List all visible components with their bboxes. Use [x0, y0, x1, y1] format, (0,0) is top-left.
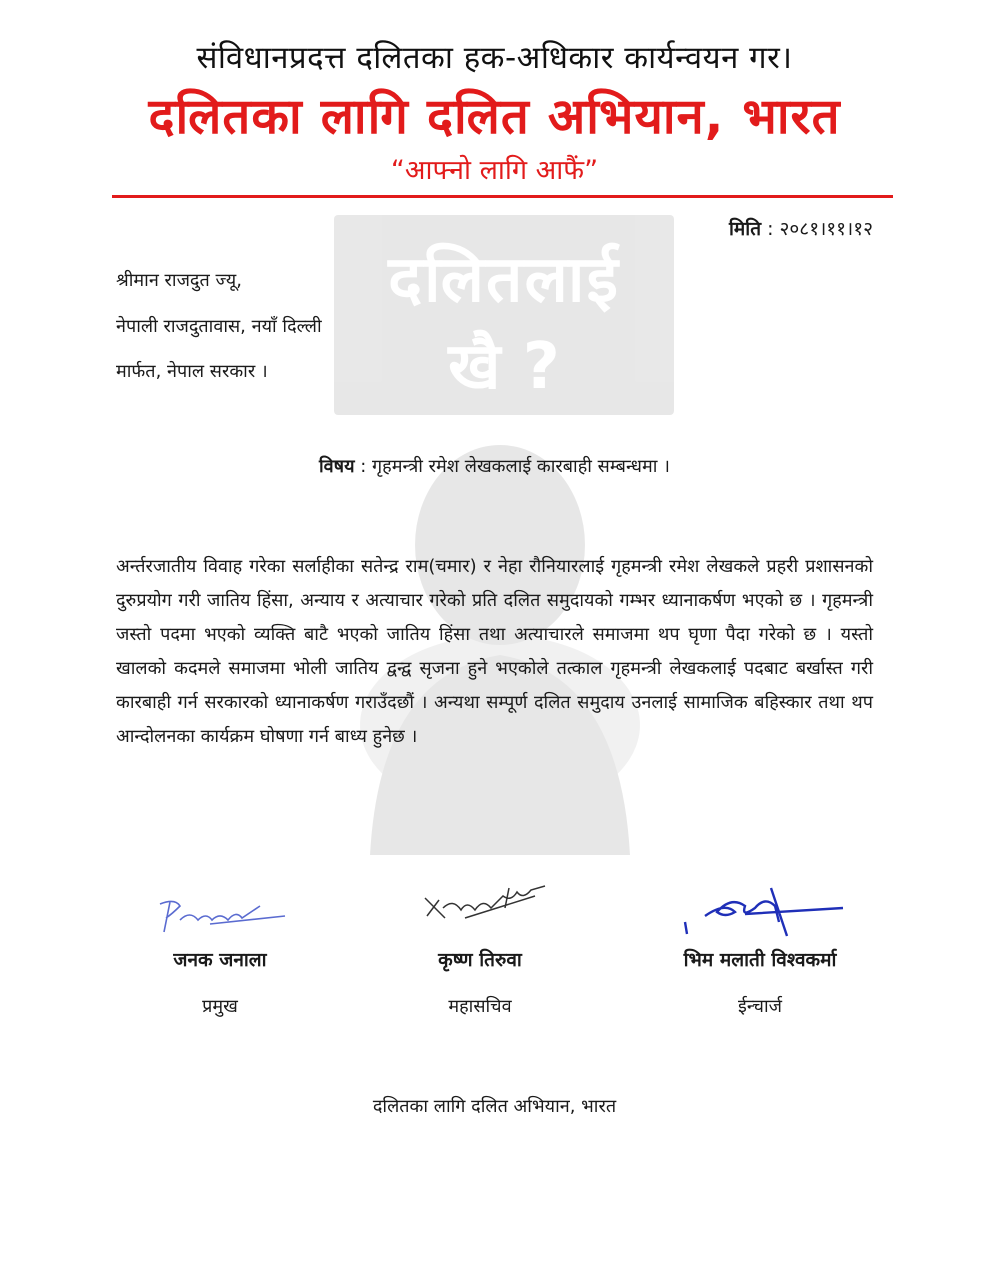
subject-label: विषय [319, 456, 355, 477]
date-label: मिति [729, 218, 762, 240]
signatory-1 [90, 892, 350, 1018]
signatory-1-title: प्रमुख [202, 996, 238, 1017]
recipient-line2: नेपाली राजदुतावास, नयाँ दिल्ली [116, 316, 322, 337]
header-divider [112, 195, 893, 198]
signatory-3-title: ईन्चार्ज [737, 996, 782, 1017]
recipient-line3: मार्फत, नेपाल सरकार । [116, 361, 268, 382]
org-title: दलितका लागि दलित अभियान, भारत [148, 88, 841, 145]
org-tagline: “आफ्नो लागि आफैं” [390, 155, 599, 186]
header-slogan: संविधानप्रदत्त दलितका हक-अधिकार कार्यन्वयन गर। [196, 40, 793, 76]
recipient-line1: श्रीमान राजदुत ज्यू, [116, 270, 242, 291]
date-value: : २०८१।११।१२ [767, 218, 873, 240]
watermark-line1: दलितलाई [388, 243, 620, 317]
subject-text: : गृहमन्त्री रमेश लेखकलाई कारबाही सम्बन्धमा । [360, 456, 670, 477]
signatory-1-name: जनक जनाला [173, 949, 267, 971]
signature-3-icon [675, 882, 845, 940]
letter-body: अर्न्तरजातीय विवाह गरेका सर्लाहीका सतेन्द्र राम(चमार) र नेहा रौनियारलाई गृहमन्त्री रमेश लेखकले प्रहरी प्रशासनको दुरुप्रयोग गरी जातिय हिंसा, अन्याय र अत्याचार गरेको प्रति दलित समुदायको गम्भर ध्यानाकर्षण भएको छ । गृहमन्त्री जस्तो पदमा भएको व्यक्ति बाटै भएको जातिय हिंसा तथा अत्याचारले समाजमा थप घृणा पैदा गरेको छ । यस्तो खालको कदमले समाजमा भोली जातिय द्वन्द्व सृजना हुने भएकोले तत्काल गृहमन्त्री लेखकलाई पदबाट बर्खास्त गरी कारबाही गर्न सरकारको ध्यानाकर्षण गराउँदछौं । अन्यथा सम्पूर्ण दलित समुदाय उनलाई सामाजिक बहिस्कार तथा थप आन्दोलनका कार्यक्रम घोषणा गर्न बाध्य हुनेछ । [116, 556, 873, 747]
letter-date [729, 215, 873, 241]
signatory-2-title: महासचिव [448, 996, 512, 1017]
letter-subject [0, 454, 989, 478]
watermark-line2: खै ? [448, 330, 560, 404]
watermark [300, 215, 700, 865]
footer-org: दलितका लागि दलित अभियान, भारत [372, 1096, 617, 1117]
signatory-2-name: कृष्ण तिरुवा [438, 949, 522, 971]
signatory-3-name: भिम मलाती विश्वकर्मा [683, 949, 837, 971]
signature-1-icon [150, 892, 290, 940]
signatory-2 [350, 878, 610, 1018]
signature-2-icon [405, 878, 555, 940]
signatory-3 [630, 882, 890, 1018]
